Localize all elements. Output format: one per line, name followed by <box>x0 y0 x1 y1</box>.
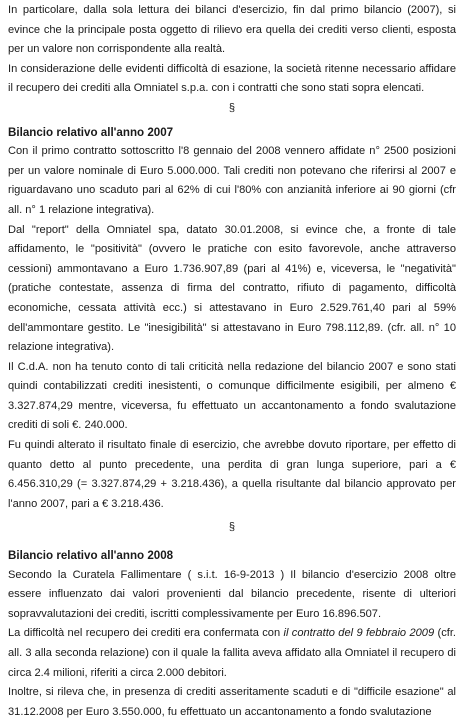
heading-2008: Bilancio relativo all'anno 2008 <box>8 549 174 563</box>
heading-2007: Bilancio relativo all'anno 2007 <box>8 125 174 139</box>
paragraph-2007-1: Con il primo contratto sottoscritto l'8 gennaio del 2008 vennero affidate n° 2500 posizioni per un valore nominale di Euro 5.000.000. Tali crediti non potevano che riferirsi al 2007 e riguardavano uno scaduto pari al 62% di cui l'80% con anzianità inferiore ai 90 giorni (cfr all. n° 1 relazione integrativa). <box>8 145 456 216</box>
paragraph-2008-2-text-end: (cfr. all. 3 alla seconda relazione) con il quale la fallita aveva affidato alla Omniatel il recupero di circa 2.4 milioni, riferiti a circa 2.000 debitori. <box>8 627 456 679</box>
section-separator: § <box>228 101 236 114</box>
paragraph-2008-2 <box>8 624 456 683</box>
paragraph-2007-4: Fu quindi alterato il risultato finale di esercizio, che avrebbe dovuto riportare, per effetto di quanto detto al punto precedente, una perdita di gran lunga superiore, pari a € 6.456.310,29 (= 3.327.874,29 + 3.218.436), a quella risultante dal bilancio approvato per l'anno 2007, pari a € 3.218.436. <box>8 439 456 510</box>
paragraph-2007-3: Il C.d.A. non ha tenuto conto di tali criticità nella redazione del bilancio 2007 e sono stati quindi contabilizzati crediti inesistenti, o comunque difficilmente esigibili, per almeno € 3.327.874,29 mentre, viceversa, fu effettuato un accantonamento a fondo svalutazione crediti di soli €. 240.000. <box>8 360 456 432</box>
contract-reference: il contratto del 9 febbraio 2009 <box>283 627 435 640</box>
document-body <box>8 1 456 722</box>
paragraph-2008-1: Secondo la Curatela Fallimentare ( s.i.t. 16-9-2013 ) Il bilancio d'esercizio 2008 oltre essere influenzato dai valori provenienti dal bilancio precedente, risente di ulteriori sopravvalutazioni dei crediti, iscritti complessivamente per Euro 16.896.507. <box>8 568 456 620</box>
paragraph-2008-2-text: La difficoltà nel recupero dei crediti era confermata con <box>8 627 284 640</box>
paragraph-2007-2: Dal "report" della Omniatel spa, datato 30.01.2008, si evince che, a fronte di tale affidamento, le "positività" (ovvero le pratiche con esito favorevole, anche attraverso cessioni) ammontavano a Euro 1.736.907,89 (pari al 41%) e, viceversa, le "negatività" (pratiche contestate, assenza di firma del contratto, rifiuto di pagamento, difficoltà economiche, cessata attività ecc.) si attestavano in Euro 2.529.761,40 pari al 59% dell'ammontare gestito. Le "inesigibilità" si attestavano in Euro 798.112,89. (cfr. all. n° 10 relazione integrativa). <box>8 223 456 354</box>
paragraph-2008-3: Inoltre, si rileva che, in presenza di crediti asseritamente scaduti e di "difficile esazione" al 31.12.2008 per Euro 3.550.000, fu effettuato un accantonamento a fondo svalutazione <box>8 686 456 718</box>
section-separator: § <box>228 521 236 534</box>
intro-paragraph-1: In particolare, dalla sola lettura dei bilanci d'esercizio, fin dal primo bilancio (2007), si evince che la principale posta oggetto di rilievo era quella dei crediti verso clienti, esposta per un valore non corrispondente alla realtà. <box>8 4 456 56</box>
intro-paragraph-2: In considerazione delle evidenti difficoltà di esazione, la società ritenne necessario affidare il recupero dei crediti alla Omniatel s.p.a. con i contratti che sono stati sopra elencati. <box>8 62 456 95</box>
